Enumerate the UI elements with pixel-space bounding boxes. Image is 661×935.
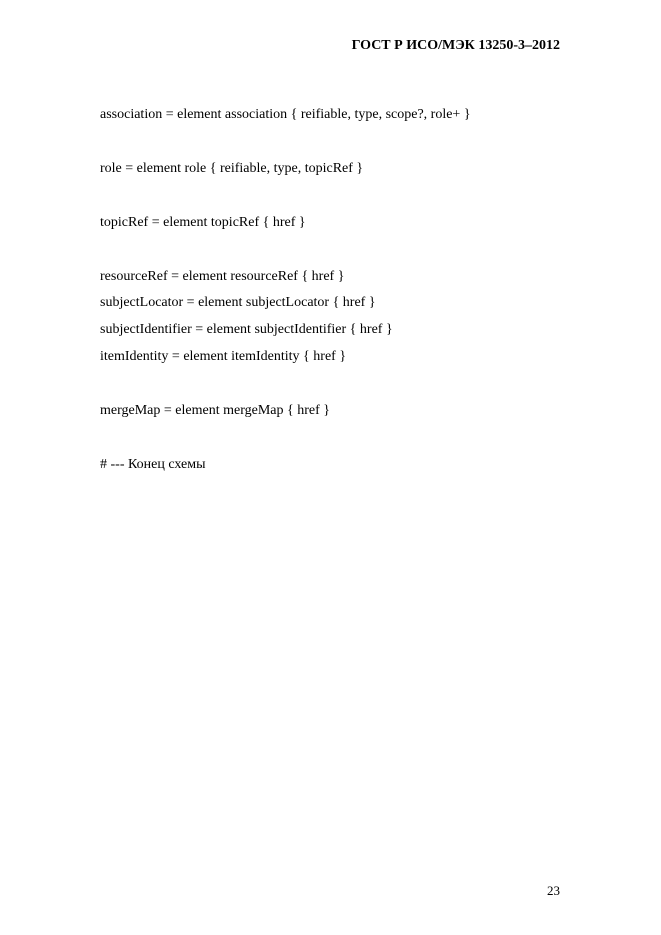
standard-header: ГОСТ Р ИСО/МЭК 13250-3–2012: [351, 38, 560, 53]
code-line-mergemap: mergeMap = element mergeMap { href }: [100, 403, 330, 418]
code-line-association: association = element association { reifiable, type, scope?, role+ }: [100, 107, 471, 122]
code-line-itemidentity: itemIdentity = element itemIdentity { href }: [100, 349, 347, 364]
page-number: 23: [547, 883, 560, 898]
code-line-schema-end-comment: # --- Конец схемы: [100, 457, 206, 472]
code-line-topicref: topicRef = element topicRef { href }: [100, 215, 306, 230]
code-line-subjectidentifier: subjectIdentifier = element subjectIdentifier { href }: [100, 322, 393, 337]
code-line-role: role = element role { reifiable, type, topicRef }: [100, 161, 364, 176]
code-line-resourceref: resourceRef = element resourceRef { href }: [100, 269, 345, 284]
code-line-subjectlocator: subjectLocator = element subjectLocator { href }: [100, 295, 376, 310]
